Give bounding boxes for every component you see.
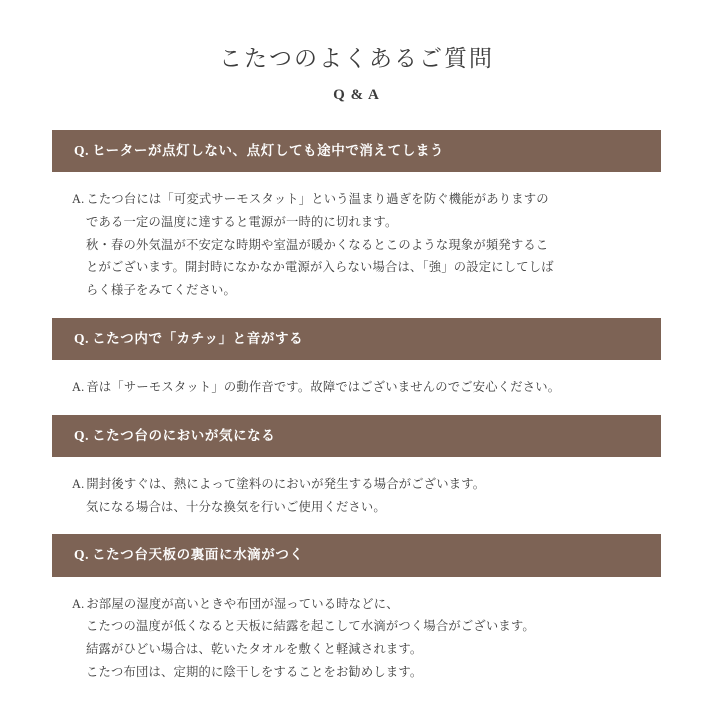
faq-question-text: こたつ台のにおいが気になる — [92, 427, 276, 443]
answer-line: とがございます。開封時になかなか電源が入らない場合は、「強」の設定にしてしば — [86, 260, 554, 275]
faq-answer — [52, 172, 661, 312]
question-prefix: Q. — [74, 143, 90, 158]
question-prefix: Q. — [74, 330, 90, 346]
answer-line: 結露がひどい場合は、乾いたタオルを敷くと軽減されます。 — [86, 642, 423, 657]
answer-text: 音は「サーモスタット」の動作音です。故障ではございませんのでご安心ください。 — [86, 380, 561, 395]
faq-question-bar — [52, 415, 661, 457]
answer-line: である一定の温度に達すると電源が一時的に切れます。 — [86, 214, 398, 229]
answer-line — [72, 376, 641, 399]
answer-line: 気になる場合は、十分な換気を行いご使用ください。 — [86, 499, 386, 514]
page-subtitle: Q & A — [333, 87, 380, 103]
answer-prefix: A. — [72, 596, 85, 611]
answer-text: こたつ台には「可変式サーモスタット」という温まり過ぎを防ぐ機能がありますの — [86, 192, 549, 207]
faq-question-text: こたつ内で「カチッ」と音がする — [92, 330, 304, 346]
answer-prefix: A. — [72, 380, 85, 395]
faq-list — [52, 130, 661, 694]
faq-question-bar — [52, 318, 661, 360]
answer-prefix: A. — [72, 476, 85, 491]
answer-line: こたつの温度が低くなると天板に結露を起こして水滴がつく場合がございます。 — [86, 619, 535, 634]
answer-prefix: A. — [72, 192, 85, 207]
faq-answer — [52, 457, 661, 528]
question-prefix: Q. — [74, 427, 90, 443]
answer-line — [72, 188, 641, 211]
faq-answer — [52, 360, 661, 409]
answer-text: 開封後すぐは、熱によって塗料のにおいが発生する場合がございます。 — [86, 476, 486, 491]
faq-item — [52, 415, 661, 529]
answer-line — [72, 593, 641, 616]
faq-question-text: ヒーターが点灯しない、点灯しても途中で消えてしまう — [92, 143, 445, 158]
answer-line — [72, 473, 641, 496]
faq-question-text: こたつ台天板の裏面に水滴がつく — [92, 547, 304, 563]
page-title: こたつのよくあるご質問 — [219, 46, 494, 71]
answer-line: こたつ布団は、定期的に陰干しをすることをお勧めします。 — [86, 664, 423, 679]
question-prefix: Q. — [74, 547, 90, 563]
answer-text: お部屋の湿度が高いときや布団が湿っている時などに、 — [86, 596, 399, 611]
faq-question-bar — [52, 130, 661, 172]
faq-item — [52, 130, 661, 312]
faq-answer — [52, 577, 661, 694]
answer-line: らく様子をみてください。 — [86, 283, 236, 298]
answer-line: 秋・春の外気温が不安定な時期や室温が暖かくなるとこのような現象が頻発するこ — [86, 237, 549, 252]
faq-item — [52, 318, 661, 409]
faq-question-bar — [52, 534, 661, 576]
faq-item — [52, 534, 661, 693]
